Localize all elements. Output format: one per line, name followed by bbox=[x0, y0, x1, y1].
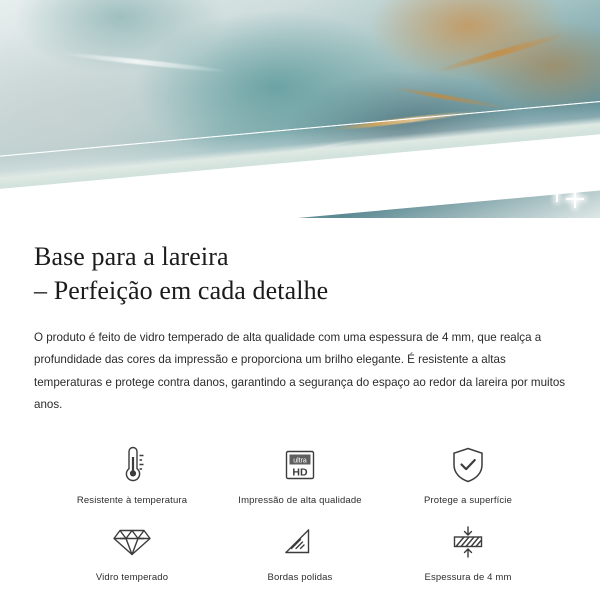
page-title-line-2: – Perfeição em cada detalhe bbox=[34, 276, 329, 306]
feature-label: Impressão de alta qualidade bbox=[238, 495, 362, 506]
feature-label: Resistente à temperatura bbox=[76, 495, 188, 506]
feature-item-surface-protection bbox=[384, 443, 552, 506]
thickness-arrows-icon bbox=[446, 520, 490, 564]
feature-item-temperature-resistant bbox=[48, 443, 216, 506]
feature-label: Protege a superfície bbox=[423, 495, 513, 506]
feature-item-print-quality bbox=[216, 443, 384, 506]
feature-label: Bordas polidas bbox=[267, 572, 333, 583]
content-section bbox=[0, 218, 600, 583]
ultra-hd-icon bbox=[279, 443, 321, 487]
hero-image bbox=[0, 0, 600, 218]
diamond-icon bbox=[112, 520, 152, 564]
polished-edges-icon bbox=[280, 520, 320, 564]
svg-text:HD: HD bbox=[292, 466, 308, 479]
feature-item-polished-edges bbox=[216, 520, 384, 583]
feature-grid bbox=[34, 443, 566, 583]
svg-text:ultra: ultra bbox=[293, 457, 307, 465]
feature-item-thickness bbox=[384, 520, 552, 583]
shield-check-icon bbox=[449, 443, 487, 487]
feature-item-tempered-glass bbox=[48, 520, 216, 583]
page-title bbox=[34, 240, 566, 309]
thermometer-icon bbox=[115, 443, 149, 487]
product-description: O produto é feito de vidro temperado de alta qualidade com uma espessura de 4 mm, que realça a profundidade das cores da impressão e proporciona um brilho elegante. É resistente a altas temperaturas e protege contra danos, garantindo a segurança do espaço ao redor da lareira por muitos anos. bbox=[34, 330, 566, 412]
page-title-line-1: Base para a lareira bbox=[34, 242, 229, 271]
feature-label: Espessura de 4 mm bbox=[424, 572, 512, 583]
feature-label: Vidro temperado bbox=[95, 572, 169, 583]
